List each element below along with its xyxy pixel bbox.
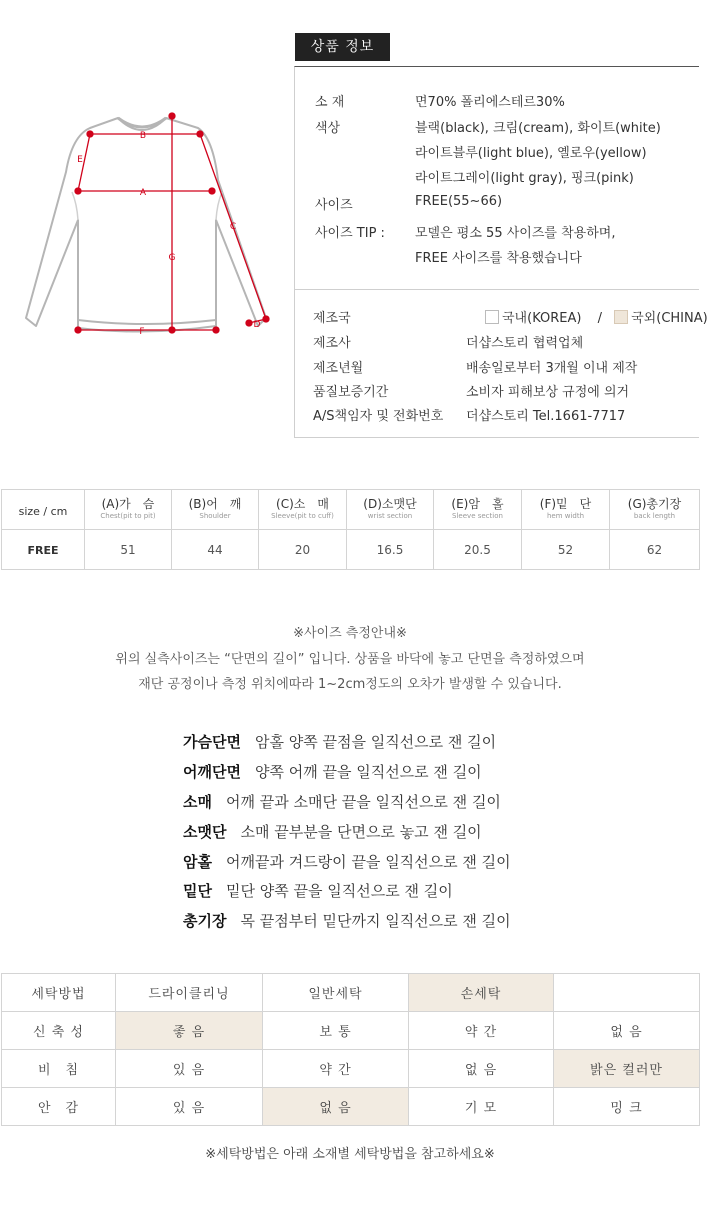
size-table-row (2, 530, 700, 570)
care-cell: 드라이클리닝 (116, 974, 263, 1012)
definition-term: 암홀 (183, 853, 212, 871)
origin-foreign-label: 국외(CHINA) (631, 311, 708, 326)
care-cell: 손세탁 (409, 974, 554, 1012)
definition-row (183, 880, 453, 901)
measure-point (169, 113, 175, 119)
measure-label-a: A (139, 188, 147, 198)
size-diagram (20, 108, 275, 348)
origin-foreign-checkbox (614, 310, 628, 324)
definition-term: 총기장 (183, 912, 227, 930)
care-table (1, 973, 700, 1126)
definition-desc: 목 끝점부터 밑단까지 일직선으로 잰 길이 (240, 912, 511, 930)
care-cell: 없 음 (409, 1050, 554, 1088)
care-cell: 있 음 (116, 1050, 263, 1088)
measure-point (87, 131, 93, 137)
origin-domestic-checkbox (485, 310, 499, 324)
size-label: FREE (2, 530, 85, 570)
measure-point (213, 327, 219, 333)
mfg-key: 제조사 (313, 336, 351, 351)
size-col-header: (F)밑 단 hem width (522, 490, 610, 530)
spec-key: 사이즈 TIP : (315, 226, 385, 241)
care-cell: 약 간 (263, 1050, 409, 1088)
size-table-header-row (2, 490, 700, 530)
measure-point (197, 131, 203, 137)
care-cell: 기 모 (409, 1088, 554, 1126)
measure-point (209, 188, 215, 194)
definition-desc: 암홀 양쪽 끝점을 일직선으로 잰 길이 (254, 733, 497, 751)
care-row-lining (2, 1088, 700, 1126)
measure-point (169, 327, 175, 333)
size-value: 16.5 (347, 530, 434, 570)
care-cell: 밍 크 (554, 1088, 700, 1126)
spec-value: 블랙(black), 크림(cream), 화이트(white) (415, 121, 661, 136)
size-value: 51 (85, 530, 172, 570)
definition-desc: 어깨 끝과 소매단 끝을 일직선으로 잰 길이 (225, 793, 501, 811)
spec-key: 색상 (315, 121, 341, 136)
definition-desc: 양쪽 어깨 끝을 일직선으로 잰 길이 (254, 763, 482, 781)
measure-label-g: G (168, 253, 176, 263)
definition-row (183, 851, 511, 872)
spec-key: 사이즈 (315, 198, 353, 213)
definition-row (183, 791, 501, 812)
mfg-key: 제조년월 (313, 361, 364, 376)
product-info-tag: 상품 정보 (295, 33, 390, 61)
size-guide-line: 위의 실측사이즈는 “단면의 길이” 입니다. 상품을 바닥에 놓고 단면을 측정하였으며 (115, 652, 585, 667)
care-cell: 좋 음 (116, 1012, 263, 1050)
measure-point (246, 320, 252, 326)
measure-label-f: F (139, 327, 145, 337)
size-guide-line: 재단 공정이나 측정 위치에따라 1~2cm정도의 오차가 발생할 수 있습니다. (138, 677, 562, 692)
info-divider (295, 289, 699, 290)
care-row-label: 신 축 성 (2, 1012, 116, 1050)
mfg-key: 품질보증기간 (313, 385, 389, 400)
size-value: 20.5 (434, 530, 522, 570)
care-row-sheerness (2, 1050, 700, 1088)
size-value: 52 (522, 530, 610, 570)
definition-row (183, 821, 482, 842)
care-row-label: 비 침 (2, 1050, 116, 1088)
definition-desc: 밑단 양쪽 끝을 일직선으로 잰 길이 (225, 882, 453, 900)
spec-value: 면70% 폴리에스테르30% (415, 95, 565, 110)
care-cell: 밝은 컬러만 (554, 1050, 700, 1088)
definition-row (183, 910, 511, 931)
care-cell: 보 통 (263, 1012, 409, 1050)
size-table (1, 489, 700, 570)
spec-value: 모델은 평소 55 사이즈를 착용하며, (415, 226, 616, 241)
mfg-value: 배송일로부터 3개월 이내 제작 (466, 361, 638, 376)
spec-key: 소 재 (315, 95, 345, 110)
product-info-box (294, 66, 708, 438)
measure-point (75, 327, 81, 333)
measure-label-d: D (253, 320, 261, 330)
care-cell: 있 음 (116, 1088, 263, 1126)
definition-desc: 소매 끝부분을 단면으로 놓고 잰 길이 (240, 823, 482, 841)
definition-row (183, 761, 482, 782)
spec-value: 라이트그레이(light gray), 핑크(pink) (415, 171, 634, 186)
definition-term: 밑단 (183, 882, 212, 900)
care-row-stretch (2, 1012, 700, 1050)
size-value: 44 (172, 530, 259, 570)
measure-point (75, 188, 81, 194)
spec-value: FREE 사이즈를 착용했습니다 (415, 251, 582, 266)
care-cell: 없 음 (554, 1012, 700, 1050)
definition-term: 가슴단면 (183, 733, 241, 751)
size-col-header: (C)소 매 Sleeve(pit to cuff) (259, 490, 347, 530)
care-cell: 일반세탁 (263, 974, 409, 1012)
origin-separator: / (597, 311, 602, 326)
size-value: 20 (259, 530, 347, 570)
care-cell: 약 간 (409, 1012, 554, 1050)
size-col-header: (G)총기장 back length (610, 490, 700, 530)
measure-label-e: E (77, 155, 83, 165)
mfg-key: 제조국 (313, 311, 351, 326)
origin-options (485, 307, 708, 326)
size-col-header: (B)어 깨 Shoulder (172, 490, 259, 530)
definition-term: 어깨단면 (183, 763, 241, 781)
mfg-value: 더샵스토리 Tel.1661-7717 (466, 409, 626, 424)
measure-label-c: C (229, 222, 237, 232)
size-col-header: (E)암 홀 Sleeve section (434, 490, 522, 530)
size-value: 62 (610, 530, 700, 570)
size-table-corner: size / cm (2, 490, 85, 530)
size-guide-title: ※사이즈 측정안내※ (293, 626, 407, 641)
care-row-washing (2, 974, 700, 1012)
care-note: ※세탁방법은 아래 소재별 세탁방법을 참고하세요※ (205, 1147, 495, 1162)
measure-label-b: B (139, 131, 147, 141)
mfg-value: 더샵스토리 협력업체 (466, 336, 584, 351)
definition-term: 소매 (183, 793, 212, 811)
definition-row (183, 731, 496, 752)
care-cell (554, 974, 700, 1012)
care-cell: 없 음 (263, 1088, 409, 1126)
definition-desc: 어깨끝과 겨드랑이 끝을 일직선으로 잰 길이 (225, 853, 511, 871)
mfg-value: 소비자 피해보상 규정에 의거 (466, 385, 630, 400)
mfg-key: A/S책임자 및 전화번호 (313, 409, 444, 424)
care-row-label: 안 감 (2, 1088, 116, 1126)
definition-term: 소맷단 (183, 823, 227, 841)
origin-domestic-label: 국내(KOREA) (502, 311, 582, 326)
spec-value: 라이트블루(light blue), 옐로우(yellow) (415, 146, 647, 161)
care-row-label: 세탁방법 (2, 974, 116, 1012)
size-col-header: (A)가 슴 Chest(pit to pit) (85, 490, 172, 530)
measure-point (263, 316, 269, 322)
size-col-header: (D)소맷단 wrist section (347, 490, 434, 530)
spec-value: FREE(55~66) (415, 194, 503, 209)
